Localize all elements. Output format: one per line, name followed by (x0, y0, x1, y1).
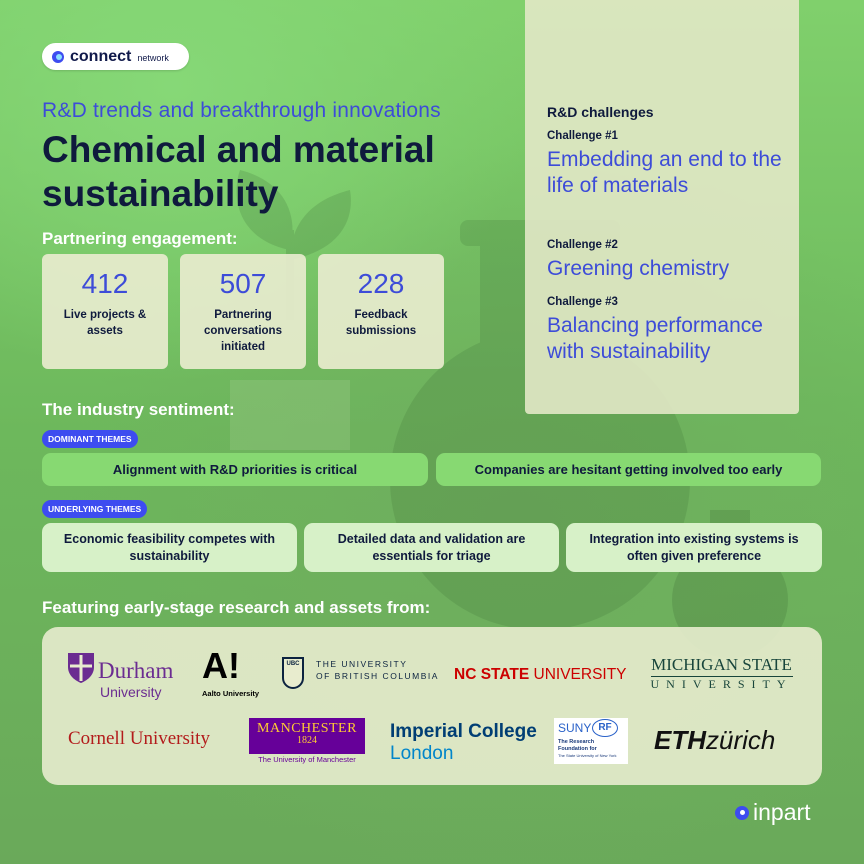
page-subtitle: R&D trends and breakthrough innovations (42, 99, 441, 122)
challenge-label: Challenge #2 (547, 239, 618, 251)
challenge-label: Challenge #1 (547, 130, 618, 142)
suny-research-foundation-logo (554, 718, 628, 764)
suny-line2: Foundation for (558, 746, 597, 752)
inpart-logo (735, 799, 811, 826)
ubc-logo (282, 657, 442, 693)
durham-sub: University (100, 684, 162, 700)
manchester-year: 1824 (297, 735, 317, 746)
imperial-college-london-logo (390, 721, 540, 765)
suny-line1: The Research (558, 739, 595, 745)
sentiment-heading: The industry sentiment: (42, 400, 235, 419)
stat-card-feedback (318, 254, 444, 369)
suny-rf-badge: RF (592, 719, 618, 737)
durham-name: Durham (98, 658, 174, 683)
challenge-label: Challenge #3 (547, 296, 618, 308)
aalto-university-logo (200, 645, 264, 701)
eth-bold: ETH (654, 725, 706, 755)
imperial-line1: Imperial College (390, 721, 537, 742)
ubc-line2: OF BRITISH COLUMBIA (316, 671, 439, 681)
stat-card-live-projects (42, 254, 168, 369)
manchester-name: MANCHESTER (257, 721, 357, 736)
challenge-text: Embedding an end to the life of materials (547, 148, 782, 197)
durham-university-logo (66, 651, 184, 701)
underlying-theme-item: Integration into existing systems is often given preference (566, 523, 822, 572)
eth-zurich-logo (654, 725, 775, 756)
michigan-line1: MICHIGAN STATE (651, 655, 792, 674)
challenge-text: Balancing performance with sustainability (547, 314, 763, 363)
institution-logos-panel (42, 627, 822, 785)
durham-shield-icon (66, 651, 96, 683)
underlying-themes-tag: UNDERLYING THEMES (42, 500, 147, 518)
inpart-logo-icon (735, 806, 749, 820)
aalto-name: Aalto University (202, 689, 260, 698)
underlying-theme-item: Detailed data and validation are essentials for triage (304, 523, 559, 572)
ubc-badge-text: UBC (286, 661, 300, 667)
michigan-line2: UNIVERSITY (650, 677, 793, 691)
connect-logo-icon (52, 51, 64, 63)
background-grid-illustration (230, 380, 350, 450)
dominant-theme-item: Alignment with R&D priorities is critical (42, 453, 428, 486)
ubc-line1: THE UNIVERSITY (316, 659, 408, 669)
stat-value: 412 (81, 268, 129, 299)
page-title: Chemical and material sustainability (42, 129, 435, 214)
eth-rest: zürich (706, 725, 776, 755)
challenges-heading: R&D challenges (547, 104, 654, 120)
stat-label: Feedback submissions (345, 309, 417, 337)
dominant-themes-tag: DOMINANT THEMES (42, 430, 138, 448)
featuring-heading: Featuring early-stage research and assets from: (42, 598, 431, 617)
connect-brand-suffix: network (137, 53, 169, 63)
manchester-purple-block (249, 718, 365, 754)
imperial-line2: London (390, 743, 454, 764)
challenge-text: Greening chemistry (547, 257, 730, 280)
nc-state-bold: NC STATE (454, 666, 530, 683)
michigan-state-university-logo (649, 655, 794, 695)
stat-value: 507 (219, 268, 267, 299)
suny-mark: SUNY (558, 721, 592, 735)
manchester-sub: The University of Manchester (258, 755, 356, 764)
connect-network-logo (42, 43, 189, 70)
challenges-panel (525, 0, 799, 414)
inpart-brand-name: inpart (753, 799, 811, 825)
stat-label: Partnering conversations initiated (204, 309, 282, 353)
university-of-manchester-logo (249, 718, 365, 764)
connect-brand-name: connect (70, 47, 132, 65)
dominant-theme-item: Companies are hesitant getting involved too early (436, 453, 821, 486)
nc-state-university-logo (454, 666, 627, 684)
ubc-crest-icon (282, 657, 304, 689)
stat-label: Live projects & assets (63, 309, 147, 337)
suny-line3: The State University of New York (558, 753, 617, 758)
nc-state-rest: UNIVERSITY (529, 666, 627, 683)
cornell-university-logo: Cornell University (68, 728, 210, 749)
underlying-theme-item: Economic feasibility competes with sustainability (42, 523, 297, 572)
stat-card-conversations (180, 254, 306, 369)
engagement-heading: Partnering engagement: (42, 229, 238, 248)
stat-value: 228 (357, 268, 405, 299)
aalto-mark: A! (202, 645, 240, 686)
